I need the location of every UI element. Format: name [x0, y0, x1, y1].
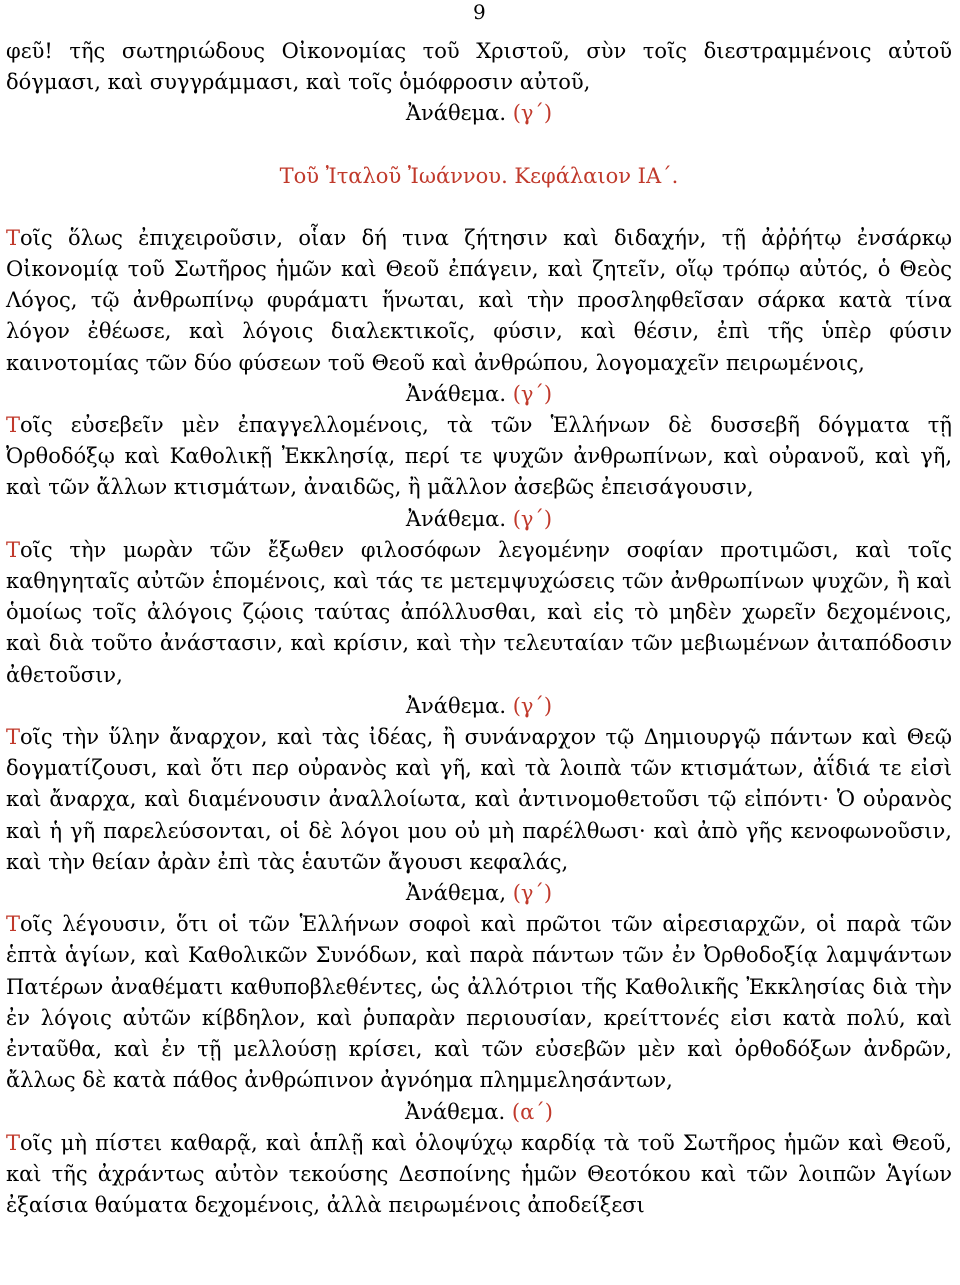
paragraph — [6, 410, 952, 504]
paragraph — [6, 223, 952, 379]
anathema-count: (γ΄) — [512, 506, 553, 531]
anathema-count: (γ΄) — [512, 381, 553, 406]
red-initial: Τ — [6, 725, 21, 750]
anathema-count: (γ΄) — [512, 101, 553, 126]
red-initial: Τ — [6, 413, 21, 438]
body-text — [6, 36, 952, 1221]
paragraph — [6, 535, 952, 691]
paragraph-text: οῖς εὐσεβεῖν μὲν ἐπαγγελλομένοις, τὰ τῶν Ἑλλήνων δὲ δυσσεβῆ δόγματα τῇ Ὀρθοδόξῳ καὶ Καθολικῇ Ἐκκλησίᾳ, περί τε ψυχῶν ἀνθρωπίνων, καὶ οὐρανοῦ, καὶ γῆ, καὶ τῶν ἄλλων κτισμάτων, ἀναιδῶς, ἢ μᾶλλον ἀσεβῶς ἐπεισάγουσιν, — [6, 413, 952, 500]
paragraph — [6, 1128, 952, 1222]
paragraph — [6, 722, 952, 878]
anathema-line — [6, 878, 952, 909]
red-initial: Τ — [6, 225, 21, 250]
anathema-word: Ἀνάθεμα, — [405, 881, 506, 906]
anathema-line — [6, 691, 952, 722]
paragraph — [6, 909, 952, 1096]
anathema-word: Ἀνάθεμα. — [405, 381, 506, 406]
red-initial: Τ — [6, 537, 21, 562]
anathema-line — [6, 379, 952, 410]
paragraph-text: οῖς μὴ πίστει καθαρᾷ, καὶ ἁπλῇ καὶ ὁλοψύχῳ καρδίᾳ τὰ τοῦ Σωτῆρος ἡμῶν καὶ Θεοῦ, καὶ τῆς ἀχράντως αὐτὸν τεκούσης Δεσποίνης ἡμῶν Θεοτόκου καὶ τῶν λοιπῶν Ἁγίων ἐξαίσια θαύματα δεχομένοις, ἀλλὰ πειρωμένοις ἀποδείξεσι — [6, 1130, 952, 1218]
paragraph-text: οῖς ὅλως ἐπιχειροῦσιν, οἷαν δή τινα ζήτησιν καὶ διδαχήν, τῇ ἀῤῥήτῳ ἐνσάρκῳ Οἰκονομίᾳ τοῦ Σωτῆρος ἡμῶν καὶ Θεοῦ ἐπάγειν, καὶ ζητεῖν, οἵῳ τρόπῳ αὐτός, ὁ Θεὸς Λόγος, τῷ ἀνθρωπίνῳ φυράματι ἥνωται, καὶ τὴν προσληφθεῖσαν σάρκα κατὰ τίνα λόγον ἐθέωσε, καὶ λόγοις διαλεκτικοῖς, φύσιν, καὶ θέσιν, ἐπὶ τῆς ὑπὲρ φύσιν καινοτομίας τῶν δύο φύσεων τοῦ Θεοῦ καὶ ἀνθρώπου, λογομαχεῖν πειρωμένοις, — [6, 225, 952, 375]
page-number: 9 — [473, 0, 486, 24]
anathema-count: (α΄) — [511, 1099, 553, 1124]
intro-paragraph: φεῦ! τῆς σωτηριώδους Οἰκονομίας τοῦ Χριστοῦ, σὺν τοῖς διεστραμμένοις αὐτοῦ δόγμασι, καὶ συγγράμμασι, καὶ τοῖς ὁμόφροσιν αὐτοῦ, — [6, 39, 952, 95]
anathema-line — [6, 504, 952, 535]
anathema-count: (γ΄) — [512, 881, 553, 906]
red-initial: Τ — [6, 1130, 21, 1155]
anathema-word: Ἀνάθεμα. — [405, 693, 506, 718]
anathema-word: Ἀνάθεμα. — [405, 506, 506, 531]
anathema-word: Ἀνάθεμα. — [405, 101, 506, 126]
red-initial: Τ — [6, 912, 21, 937]
spacer — [6, 192, 952, 223]
spacer — [6, 130, 952, 161]
anathema-count: (γ΄) — [512, 693, 553, 718]
anathema-word: Ἀνάθεμα. — [405, 1099, 506, 1124]
anathema-line — [6, 98, 952, 129]
paragraph-text: οῖς τὴν ὕλην ἄναρχον, καὶ τὰς ἰδέας, ἢ συνάναρχον τῷ Δημιουργῷ πάντων καὶ Θεῷ δογματίζουσι, καὶ ὅτι περ οὐρανὸς καὶ γῆ, καὶ τὰ λοιπὰ τῶν κτισμάτων, ἀΐδιά τε εἰσὶ καὶ ἄναρχα, καὶ διαμένουσιν ἀναλλοίωτα, καὶ ἀντινομοθετοῦσι τῷ εἰπόντι· Ὁ οὐρανὸς καὶ ἡ γῆ παρελεύσονται, οἱ δὲ λόγοι μου οὐ μὴ παρέλθωσι· καὶ ἀπὸ γῆς κενοφωνοῦσιν, καὶ τὴν θείαν ἀρὰν ἐπὶ τὰς ἑαυτῶν ἄγουσι κεφαλάς, — [6, 725, 952, 874]
paragraph-text: οῖς λέγουσιν, ὅτι οἱ τῶν Ἑλλήνων σοφοὶ καὶ πρῶτοι τῶν αἱρεσιαρχῶν, οἱ παρὰ τῶν ἑπτὰ ἁγίων, καὶ Καθολικῶν Συνόδων, καὶ παρὰ πάντων τῶν ἐν Ὀρθοδοξίᾳ λαμψάντων Πατέρων ἀναθέματι καθυποβλεθέντες, ὡς ἀλλότριοι τῆς Καθολικῆς Ἐκκλησίας διὰ τὴν ἐν λόγοις αὐτῶν κίβδηλον, καὶ ῥυπαρὰν περιουσίαν, κρείττονές εἰσι κατὰ πολύ, καὶ ἐνταῦθα, καὶ ἐν τῇ μελλούσῃ κρίσει, καὶ τῶν εὐσεβῶν μὲν καὶ ὀρθοδόξων ἀνδρῶν, ἄλλως δὲ κατὰ πάθος ἀνθρώπινον ἀγνόημα πλημμελησάντων, — [6, 912, 952, 1093]
anathema-line — [6, 1097, 952, 1128]
section-heading: Τοῦ Ἰταλοῦ Ἰωάννου. Κεφάλαιον ΙΑ΄. — [279, 163, 679, 188]
paragraph-text: οῖς τὴν μωρὰν τῶν ἔξωθεν φιλοσόφων λεγομένην σοφίαν προτιμῶσι, καὶ τοῖς καθηγηταῖς αὐτῶν ἑπομένοις, καὶ τάς τε μετεμψυχώσεις τῶν ἀνθρωπίνων ψυχῶν, ἢ καὶ ὁμοίως τοῖς ἀλόγοις ζῴοις ταύτας ἀπόλλυσθαι, καὶ εἰς τὸ μηδὲν χωρεῖν δεχομένοις, καὶ διὰ τοῦτο ἀνάστασιν, καὶ κρίσιν, καὶ τὴν τελευταίαν τῶν μεβιωμένων ἀιταπόδοσιν ἀθετοῦσιν, — [6, 537, 952, 687]
